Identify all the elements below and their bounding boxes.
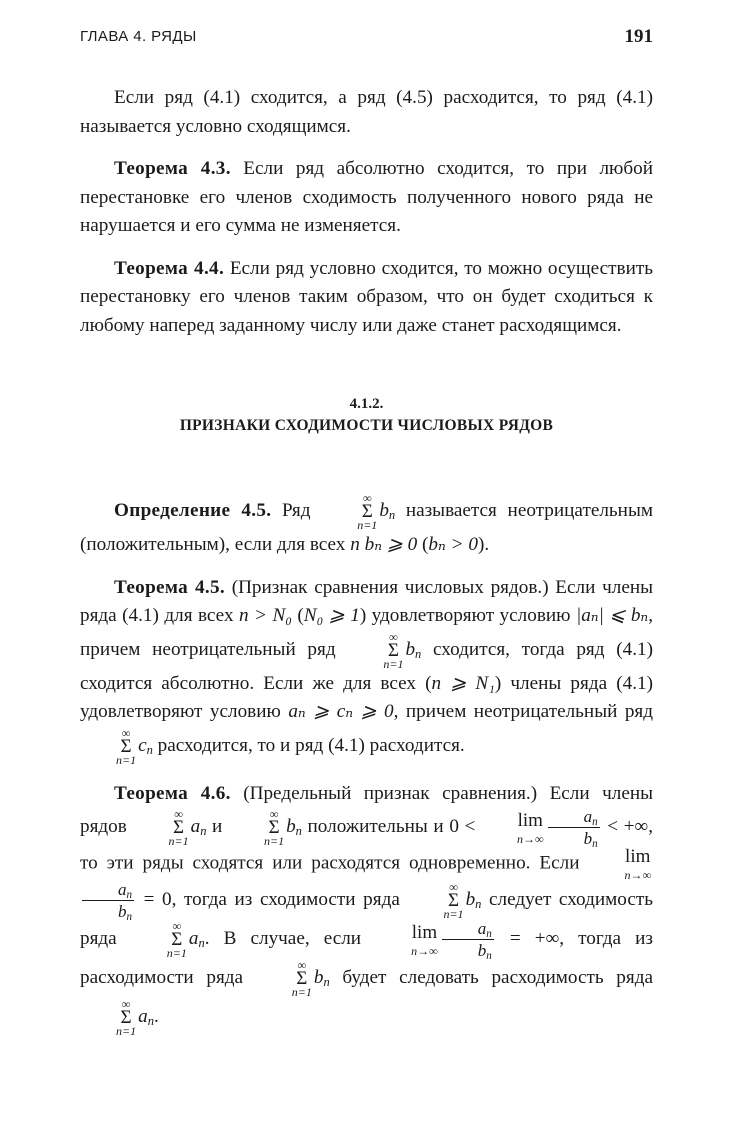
sum-upper: ∞ — [297, 958, 307, 972]
theorem-label: Теорема 4.3. — [114, 158, 231, 179]
running-title: ГЛАВА 4. РЯДЫ — [80, 28, 197, 45]
sum-upper: ∞ — [172, 919, 182, 933]
var-a: a — [138, 1005, 148, 1027]
text-span: сходится, тогда ряд (4.1) сходится абсолютно. Если же для всех ( — [80, 638, 653, 694]
text-span: ). — [477, 534, 490, 555]
var-b: b — [118, 902, 127, 921]
sum-sign: Σ — [387, 639, 399, 661]
page-header — [80, 26, 653, 50]
sum-upper: ∞ — [449, 880, 458, 894]
subscript-n: n — [592, 815, 598, 828]
sum-lower: n=1 — [116, 1024, 137, 1038]
sum-upper: ∞ — [389, 629, 398, 644]
math-inline: n > N₀ — [239, 605, 292, 626]
page-body — [80, 84, 653, 1037]
fraction-denominator — [82, 901, 134, 923]
sum-lower: n=1 — [383, 656, 404, 671]
text-span: ( — [291, 605, 304, 626]
math-inline: n bₙ ⩾ 0 — [350, 534, 418, 555]
page-number: 191 — [624, 26, 653, 47]
text-span: ) члены ряда (4.1) удовлетворяют условию — [80, 672, 654, 722]
sum-sign: Σ — [361, 501, 373, 522]
theorem-4-6 — [80, 780, 653, 1038]
sum-sign: Σ — [120, 735, 132, 757]
math-inline: N₀ ⩾ 1 — [303, 605, 360, 626]
paragraph-conditional-convergence: Если ряд (4.1) сходится, а ряд (4.5) расходится, то ряд (4.1) называется условно сходящимся. — [80, 87, 653, 137]
text-span: (Признак сравнения числовых рядов.) Если члены ряда (4.1) для всех — [80, 576, 653, 626]
text-span: (Предельный признак сравнения.) Если члены рядов — [80, 782, 654, 837]
var-b: b — [405, 638, 416, 660]
theorem-4-3 — [80, 155, 653, 241]
sum-upper: ∞ — [174, 807, 183, 821]
sum-symbol — [349, 631, 403, 670]
text-span: , тогда из расходимости ряда — [80, 927, 653, 988]
text-span: , то эти ряды сходятся или расходятся одновременно. Если — [80, 815, 654, 874]
sum-lower: n=1 — [168, 834, 189, 848]
subscript-n: n — [126, 910, 133, 923]
subscript-n: n — [388, 508, 396, 523]
subscript-n: n — [486, 927, 492, 940]
subscript-n: n — [200, 824, 207, 839]
fraction-an-bn — [82, 880, 134, 923]
sum-lower: n=1 — [291, 985, 312, 999]
fraction-numerator — [548, 808, 600, 828]
sum-upper: ∞ — [121, 997, 131, 1011]
var-b: b — [313, 966, 324, 988]
sum-symbol — [230, 808, 284, 847]
fraction-numerator — [442, 920, 494, 940]
theorem-label: Теорема 4.6. — [114, 782, 231, 804]
theorem-text: Если ряд абсолютно сходится, то при любой перестановке его членов сходимость полученного нового ряда не нарушается и его сумма не изменяется. — [80, 158, 653, 236]
section-title: ПРИЗНАКИ СХОДИМОСТИ ЧИСЛОВЫХ РЯДОВ — [179, 417, 554, 434]
text-span: ) удовлетворяют условию — [359, 605, 576, 626]
sum-symbol — [134, 808, 188, 847]
limit-subscript: n→∞ — [411, 943, 438, 958]
sum-lower: n=1 — [116, 752, 137, 767]
section-heading — [80, 394, 653, 436]
math-inline: |aₙ| ⩽ bₙ — [575, 605, 649, 626]
text-span: расходится, то и ряд (4.1) расходится. — [152, 734, 465, 756]
text-span: , причем неотрицательный ряд — [80, 605, 654, 660]
math-inline: < +∞ — [607, 815, 649, 837]
var-a: a — [583, 807, 593, 826]
subscript-n: n — [126, 888, 133, 901]
var-a: a — [188, 927, 199, 949]
definition-label: Определение 4.5. — [114, 499, 272, 521]
subscript-n: n — [295, 824, 302, 839]
subscript-n: n — [592, 837, 598, 850]
var-a: a — [190, 815, 201, 837]
sum-symbol — [82, 998, 136, 1037]
sum-lower: n=1 — [443, 907, 464, 921]
sum-sign: Σ — [120, 1007, 132, 1028]
math-inline: aₙ ⩾ cₙ ⩾ 0 — [288, 701, 394, 722]
var-b: b — [465, 888, 476, 910]
limit-subscript: n→∞ — [624, 868, 651, 882]
fraction-denominator — [548, 828, 600, 850]
text-span: положительны и — [301, 815, 450, 837]
subscript-n: n — [198, 936, 205, 951]
sum-lower: n=1 — [166, 946, 187, 960]
theorem-4-5 — [80, 574, 653, 766]
var-b: b — [477, 941, 487, 960]
theorem-4-4 — [80, 255, 653, 341]
limit-word: lim — [517, 809, 543, 831]
math-inline: bₙ > 0 — [428, 534, 478, 555]
sum-symbol — [409, 881, 463, 920]
subscript-n: n — [146, 742, 153, 757]
var-a: a — [118, 880, 127, 899]
math-inline: = +∞ — [509, 927, 560, 949]
sum-sign: Σ — [447, 890, 460, 911]
sum-sign: Σ — [296, 968, 308, 989]
text-span: следует сходимость ряда — [80, 888, 653, 949]
sum-symbol — [82, 727, 136, 766]
limit-word: lim — [411, 921, 438, 943]
text-span: будет следовать расходимость ряда — [329, 966, 654, 988]
sum-sign: Σ — [171, 929, 183, 950]
limit-word: lim — [625, 846, 651, 867]
theorem-label: Теорема 4.4. — [114, 257, 225, 279]
text-span: Ряд — [271, 499, 322, 521]
theorem-text: Если ряд условно сходится, то можно осуществить перестановку его членов таким образом, что он будет сходиться к любому наперед заданному числу или даже станет расходящимся. — [80, 257, 653, 336]
sum-symbol — [323, 492, 377, 531]
var-a: a — [477, 919, 487, 938]
text-span: , причем неотрицательный ряд — [393, 701, 654, 722]
fraction-an-bn — [548, 807, 600, 850]
theorem-label: Теорема 4.5. — [114, 576, 225, 598]
sum-upper: ∞ — [362, 491, 372, 505]
subscript-n: n — [475, 897, 482, 912]
text-span: . — [153, 1005, 159, 1027]
sum-sign: Σ — [173, 817, 185, 838]
subscript-n: n — [415, 646, 422, 661]
sum-symbol — [258, 959, 312, 998]
text-span: , тогда из сходимости ряда — [171, 888, 408, 910]
math-inline: 0 < — [449, 815, 476, 837]
definition-4-5 — [80, 492, 653, 560]
fraction-denominator — [442, 940, 494, 962]
text-span: ( — [417, 534, 429, 555]
math-inline: = 0 — [143, 888, 172, 910]
var-c: c — [138, 734, 147, 756]
limit-subscript: n→∞ — [517, 831, 544, 846]
subscript-n: n — [147, 1014, 154, 1029]
var-b: b — [379, 499, 389, 521]
sum-lower: n=1 — [357, 518, 378, 532]
limit-operator — [483, 811, 544, 845]
limit-operator — [590, 847, 651, 881]
var-b: b — [286, 815, 296, 837]
fraction-numerator — [82, 881, 134, 901]
section-number: 4.1.2. — [349, 396, 384, 412]
var-b: b — [583, 829, 593, 848]
limit-operator — [377, 923, 438, 957]
sum-upper: ∞ — [121, 725, 131, 740]
text-span: и — [206, 815, 228, 837]
math-inline: n ⩾ N₁ — [431, 672, 495, 694]
subscript-n: n — [486, 949, 492, 962]
subscript-n: n — [323, 975, 330, 990]
text-span: называется неотрицательным (положительным), если для всех — [80, 499, 653, 555]
fraction-an-bn — [442, 919, 494, 962]
sum-symbol — [133, 920, 187, 959]
sum-sign: Σ — [268, 817, 280, 838]
sum-upper: ∞ — [269, 807, 279, 821]
sum-lower: n=1 — [263, 834, 285, 848]
text-span: . В случае, если — [204, 927, 376, 949]
